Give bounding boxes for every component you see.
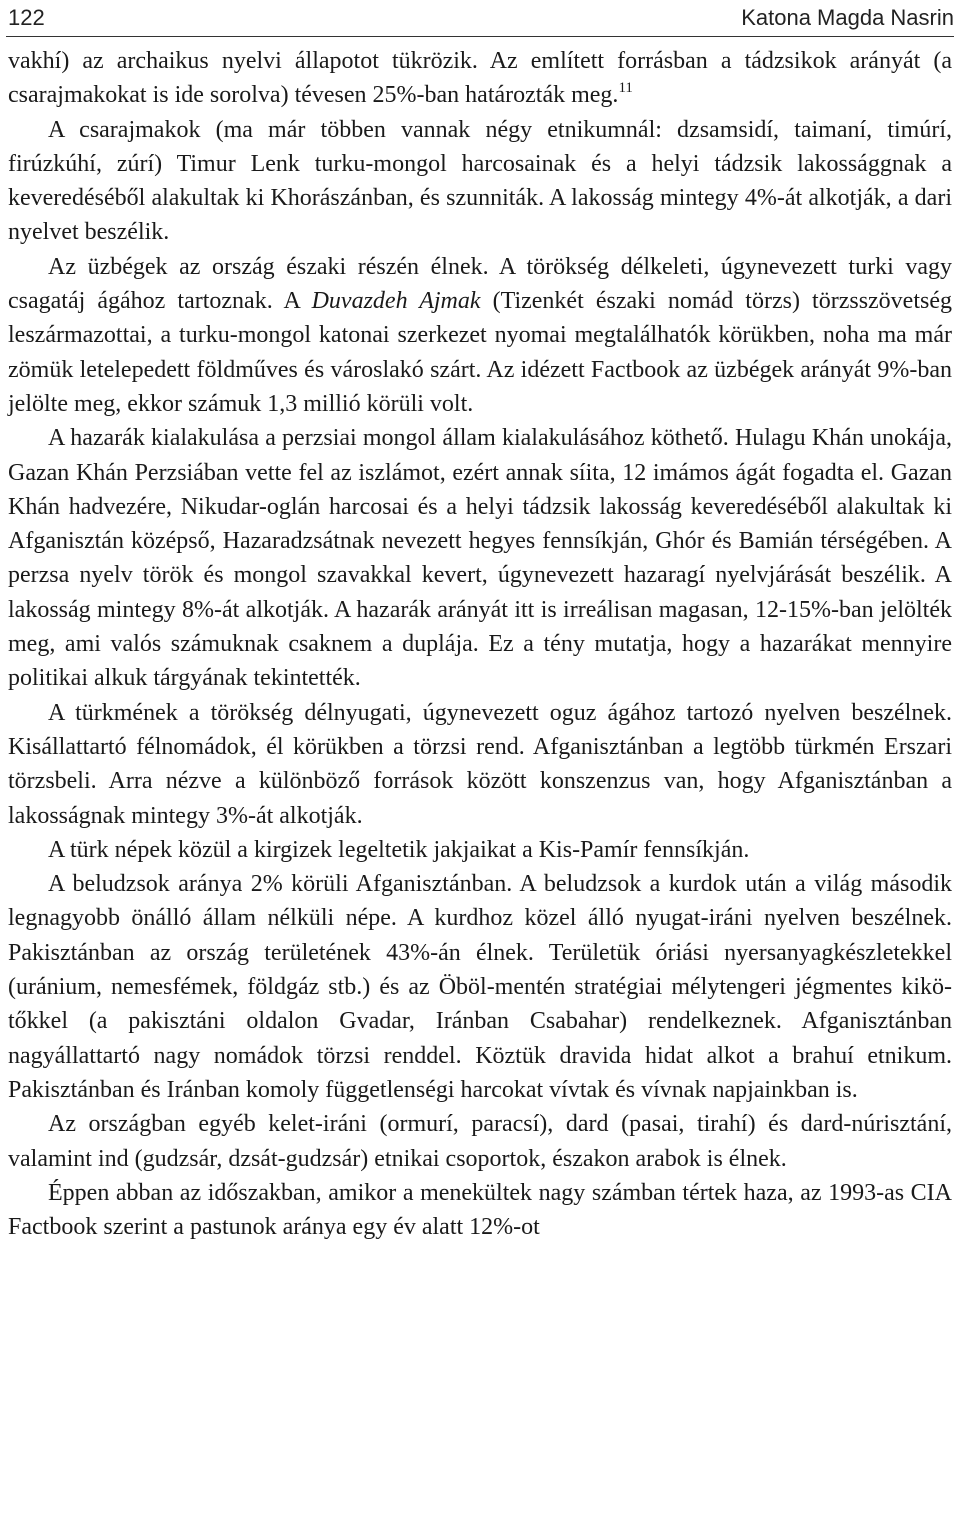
paragraph: [8, 250, 952, 421]
paragraph: A türkmének a törökség délnyugati, úgynevezett oguz ágához tartozó nyelven beszélnek. Kisállattartó félnomádok, él körükben a törzsi rend. Afganisztánban a legtöbb türkmén Erszari törzsbeli. Arra nézve a különböző források között konszenzus van, hogy Afganisztánban a lakosságnak mintegy 3%-át alkotják.: [8, 699, 952, 829]
page-number: 122: [8, 5, 45, 30]
paragraph: A türk népek közül a kirgizek legeltetik jakjaikat a Kis-Pamír fennsíkján.: [48, 836, 750, 863]
running-head-author: Katona Magda Nasrin: [741, 5, 954, 30]
header-rule: [6, 36, 954, 37]
paragraph-text: Az üzbégek az ország északi részén élnek. A törökség délkeleti, úgynevezett turki vagy csagatáj ágához tartoznak. A: [8, 253, 952, 315]
paragraph: A csarajmakok (ma már többen vannak négy etnikumnál: dzsamsidí, taimaní, timúrí, firúzkúhí, zúrí) Timur Lenk turku-mongol harcosainak és a helyi tádzsik lakossággnak a keveredéséből alakultak ki Khorászánban, és szunniták. A lakosság mintegy 4%-át alkotják, a dari nyelvet beszélik.: [8, 116, 952, 246]
paragraph: A beludzsok aránya 2% körüli Afganisztánban. A beludzsok a kurdok után a világ második legnagyobb önálló állam nélküli népe. A kurdhoz közel álló nyugat-iráni nyelven beszélnek. Pakisztánban az ország területének 43%-án élnek. Területük óriási nyersanyagkészletekkel (uránium, nemesfémek, földgáz stb.) és az Öböl-mentén stratégiai mélytengeri jégmentes kikötőkkel (a pakisztáni oldalon Gvadar, Iránban Csabahar) rendelkeznek. Afganisztánban nagyállattartó nagy nomádok törzsi renddel. Köztük dravida hidat alkot a brahuí etnikum. Pakisztánban és Iránban komoly függetlenségi harcokat vívtak és vívnak napjainkban is.: [8, 871, 952, 1103]
body-text: [8, 44, 952, 1244]
italic-term: Duvazdeh Ajmak: [311, 288, 481, 315]
running-header: [8, 0, 954, 36]
paragraph-text: vakhí) az archaikus nyelvi állapotot tükrözik. Az említett forrásban a tádzsikok arányát (a csarajmakokat is ide sorolva) tévesen 25%-ban határozták meg.: [8, 48, 952, 109]
paragraph: A hazarák kialakulása a perzsiai mongol állam kialakulásához köthető. Hulagu Khán unokája, Gazan Khán Perzsiában vette fel az iszlámot, ezért annak síita, 12 imámos ágát fogadta el. Gazan Khán hadvezére, Nikudar-oglán harcosai és a helyi tádzsik lakosság keveredéséből alakultak ki Afganisztán középső, Hazaradzsátnak nevezett hegyes fennsíkján, Ghór és Bamián térségében. A perzsa nyelv török és mongol szavakkal kevert, úgynevezett hazaragí nyelvjárását beszélik. A lakosság mintegy 8%-át alkotják. A hazarák arányát itt is irreálisan magasan, 12-15%-ban jelölték meg, ami valós számuknak csaknem a duplája. Ez a tény mutatja, hogy a hazarákat mennyire politikai alkuk tárgyának tekintették.: [8, 425, 952, 692]
paragraph-text: (Tizenkét északi nomád törzs) törzsszövetség leszármazottai, a turku-mongol katonai szerkezet nyomai megtalálhatók körükben, noha ma már zömük letelepedett földműves és városlakó szárt. Az idézett Factbook az üzbégek arányát 9%-ban jelölte meg, ekkor számuk 1,3 millió körüli volt.: [8, 288, 952, 417]
paragraph: Az országban egyéb kelet-iráni (ormurí, paracsí), dard (pasai, tirahí) és dard-núrisztání, valamint ind (gudzsár, dzsát-gudzsár) etnikai csoportok, északon arabok is élnek.: [8, 1111, 952, 1172]
paragraph: Éppen abban az időszakban, amikor a menekültek nagy számban tértek haza, az 1993-as CIA Factbook szerint a pastunok aránya egy év alatt 12%-ot: [8, 1179, 952, 1241]
paragraph: [8, 44, 952, 113]
footnote-reference: 11: [618, 80, 633, 97]
